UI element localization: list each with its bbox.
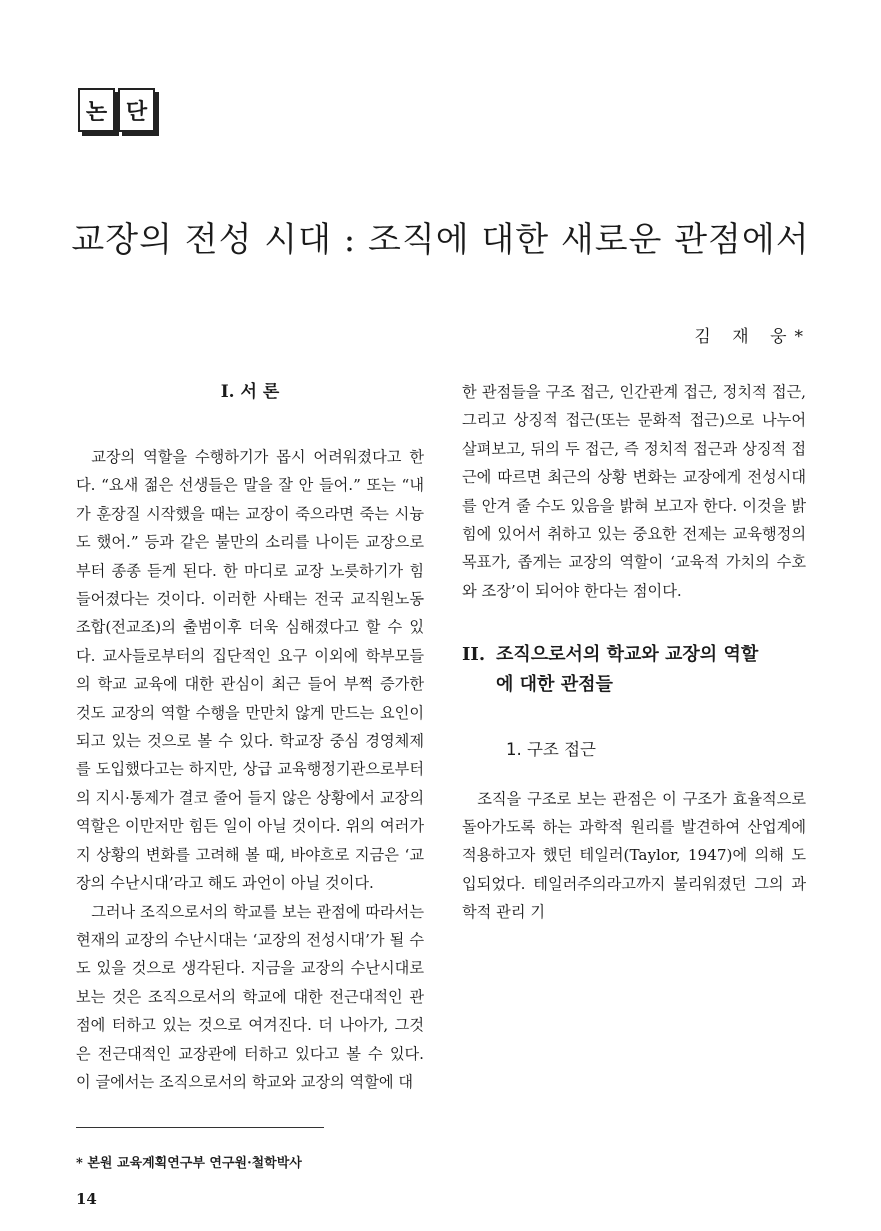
page-number: 14 bbox=[76, 1190, 97, 1208]
footnote: * 본원 교육계획연구부 연구원·철학박사 bbox=[76, 1156, 302, 1171]
footnote-divider bbox=[76, 1127, 324, 1128]
section-1-heading: I. 서 론 bbox=[220, 382, 280, 402]
section-1-paragraph-1: 교장의 역할을 수행하기가 몹시 어려워졌다고 한다. “요새 젊은 선생들은 말을 잘 안 들어.” 또는 “내가 훈장질 시작했을 때는 교장이 죽으라면 죽는 시늉도 했어.” 등과 같은 불만의 소리를 나이든 교장으로부터 종종 듣게 된다. 한 마디로 교장 노릇하기가 힘들어졌다는 것이다. 이러한 사태는 전국 교직원노동조합(전교조)의 출범이후 더욱 심해졌다고 할 수 있다. 교사들로부터의 집단적인 요구 이외에 학부모들의 학교 교육에 대한 관심이 최근 들어 부쩍 증가한 것도 교장의 역할 수행을 만만치 않게 만드는 요인이 되고 있는 것으로 볼 수 있다. 학교장 중심 경영체제를 도입했다고는 하지만, 상급 교육행정기관으로부터의 지시·통제가 결코 줄어 들지 않은 상황에서 교장의 역할은 이만저만 힘든 일이 아닐 것이다. 위의 여러가지 상황의 변화를 고려해 볼 때, 바야흐로 지금은 ‘교장의 수난시대’라고 해도 과언이 아닐 것이다. bbox=[76, 448, 424, 893]
section-1-paragraph-2-part bbox=[76, 898, 424, 1097]
author-name: 김 재 웅* bbox=[694, 327, 811, 347]
section-1-paragraph-2-text: 그러나 조직으로서의 학교를 보는 관점에 따라서는 현재의 교장의 수난시대는 ‘교장의 전성시대’가 될 수도 있을 것으로 생각된다. 지금을 교장의 수난시대로 보는 것은 조직으로서의 학교에 대한 전근대적인 관점에 터하고 있는 것으로 여겨진다. 더 나아가, 그것은 전근대적인 교장관에 터하고 있다고 볼 수 있다. 이 글에서는 조직으로서의 학교와 교장의 역할에 대 bbox=[76, 902, 424, 1091]
section-1-paragraph-2-continued: 한 관점들을 구조 접근, 인간관계 접근, 정치적 접근, 그리고 상징적 접근(또는 문화적 접근)으로 나누어 살펴보고, 뒤의 두 접근, 즉 정치적 접근과 상징적 접근에 따르면 최근의 상황 변화는 교장에게 전성시대를 안겨 줄 수도 있음을 밝혀 보고자 한다. 이것을 밝힘에 있어서 취하고 있는 중요한 전제는 교육행정의 목표가, 좁게는 교장의 역할이 ‘교육적 가치의 수호와 조장’이 되어야 한다는 점이다. bbox=[462, 383, 806, 600]
badge-char-1: 논 bbox=[78, 88, 115, 132]
left-column bbox=[76, 378, 424, 1096]
subsection-1-paragraph: 조직을 구조로 보는 관점은 이 구조가 효율적으로 돌아가도록 하는 과학적 원리를 발견하여 산업계에 적용하고자 했던 테일러(Taylor, 1947)에 의해 도입되었다. 테일러주의라고까지 불리워졌던 그의 과학적 관리 기 bbox=[462, 789, 806, 922]
subsection-1-heading: 1. 구조 접근 bbox=[506, 740, 596, 760]
right-column bbox=[462, 378, 806, 927]
badge-char-2: 단 bbox=[118, 88, 155, 132]
column-badge bbox=[78, 88, 155, 132]
section-2-number: II. bbox=[462, 644, 486, 666]
section-2-heading-line-2: 에 대한 관점들 bbox=[496, 674, 613, 696]
section-2-heading-line-1: 조직으로서의 학교와 교장의 역할 bbox=[496, 644, 759, 666]
article-title: 교장의 전성 시대 : 조직에 대한 새로운 관점에서 bbox=[71, 220, 810, 260]
section-2-heading bbox=[462, 640, 806, 700]
